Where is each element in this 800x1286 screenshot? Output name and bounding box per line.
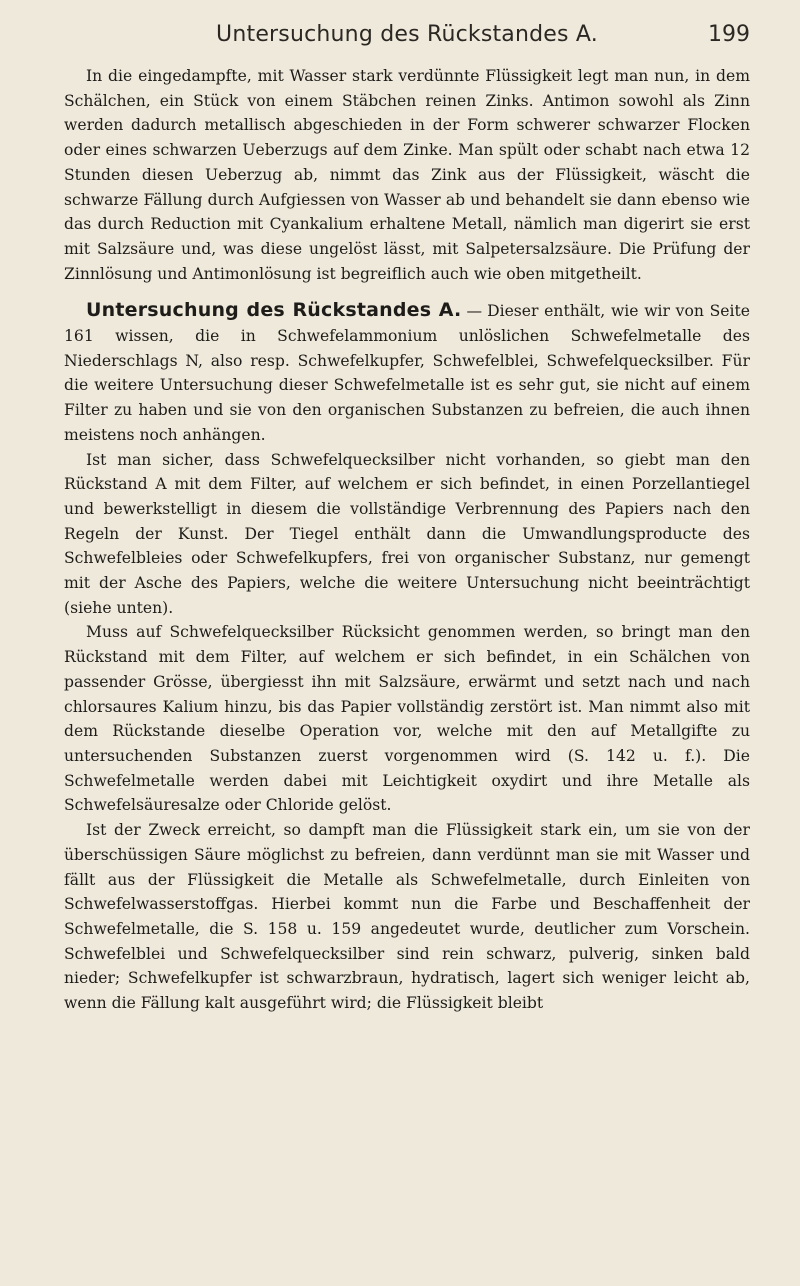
paragraph-porcelain-crucible: Ist man sicher, dass Schwefelquecksilber nicht vorhanden, so giebt man den Rückstand A mit dem Filter, auf welchem er sich befindet, in einen Porzellantiegel und bewerkstelligt in diesem die vollständige Verbrennung des Papiers nach den Regeln der Kunst. Der Tiegel enthält dann die Umwandlungsproducte des Schwefelbleies oder Schwefelkupfers, frei von organischer Substanz, nur gemengt mit der Asche des Papiers, welche die weitere Untersuchung nicht beeinträchtigt (siehe unten).	[64, 450, 750, 617]
section-heading: Untersuchung des Rückstandes A.	[86, 299, 462, 322]
body-text	[64, 64, 750, 1016]
page-number: 199	[708, 22, 750, 47]
section-lead-text: Dieser enthält, wie wir von Seite 161 wissen, die in Schwefelammonium unlöslichen Schwefelmetalle des Niederschlags N, also resp. Schwefelkupfer, Schwefelblei, Schwefelquecksilber. Für die weitere Untersuchung dieser Schwefelmetalle ist es sehr gut, sie nicht auf einem Filter zu haben und sie von den organischen Substanzen zu befreien, die auch ihnen meistens noch anhängen.	[64, 302, 751, 444]
paragraph-hydrogen-sulfide-precipitation: Ist der Zweck erreicht, so dampft man die Flüssigkeit stark ein, um sie von der überschüssigen Säure möglichst zu befreien, dann verdünnt man sie mit Wasser und fällt aus der Flüssigkeit die Metalle als Schwefelmetalle, durch Einleiten von Schwefelwasserstoffgas. Hierbei kommt nun die Farbe und Beschaffenheit der Schwefelmetalle, die S. 158 u. 159 angedeutet wurde, deutlicher zum Vorschein. Schwefelblei und Schwefelquecksilber sind rein schwarz, pulverig, sinken bald nieder; Schwefelkupfer ist schwarzbraun, hydratisch, lagert sich weniger leicht ab, wenn die Fällung kalt ausgeführt wird; die Flüssigkeit bleibt	[64, 821, 750, 1013]
heading-dash: —	[466, 302, 483, 321]
paragraph-zinc-reduction: In die eingedampfte, mit Wasser stark verdünnte Flüssigkeit legt man nun, in dem Schälchen, ein Stück von einem Stäbchen reinen Zinks. Antimon sowohl als Zinn werden dadurch metallisch abgeschieden in der Form schwerer schwarzer Flocken oder eines schwarzen Ueberzugs auf dem Zinke. Man spült oder schabt nach etwa 12 Stunden diesen Ueberzug ab, nimmt das Zink aus der Flüssigkeit, wäscht die schwarze Fällung durch Aufgiessen von Wasser ab und behandelt sie dann ebenso wie das durch Reduction mit Cyankalium erhaltene Metall, nämlich man digerirt sie erst mit Salzsäure und, was diese ungelöst lässt, mit Salpetersalzsäure. Die Prüfung der Zinnlösung und Antimonlösung ist begreiflich auch wie oben mitgetheilt.	[64, 67, 750, 283]
running-title: Untersuchung des Rückstandes A.	[216, 22, 598, 47]
running-header	[64, 18, 750, 52]
paragraph-mercury-sulfide: Muss auf Schwefelquecksilber Rücksicht genommen werden, so bringt man den Rückstand mit dem Filter, auf welchem er sich befindet, in ein Schälchen von passender Grösse, übergiesst ihn mit Salzsäure, erwärmt und setzt nach und nach chlorsaures Kalium hinzu, bis das Papier vollständig zerstört ist. Man nimmt also mit dem Rückstande dieselbe Operation vor, welche mit den auf Metallgifte zu untersuchenden Substanzen zuerst vorgenommen wird (S. 142 u. f.). Die Schwefelmetalle werden dabei mit Leichtigkeit oxydirt und ihre Metalle als Schwefelsäuresalze oder Chloride gelöst.	[64, 623, 750, 815]
section-intro-paragraph	[64, 298, 750, 447]
